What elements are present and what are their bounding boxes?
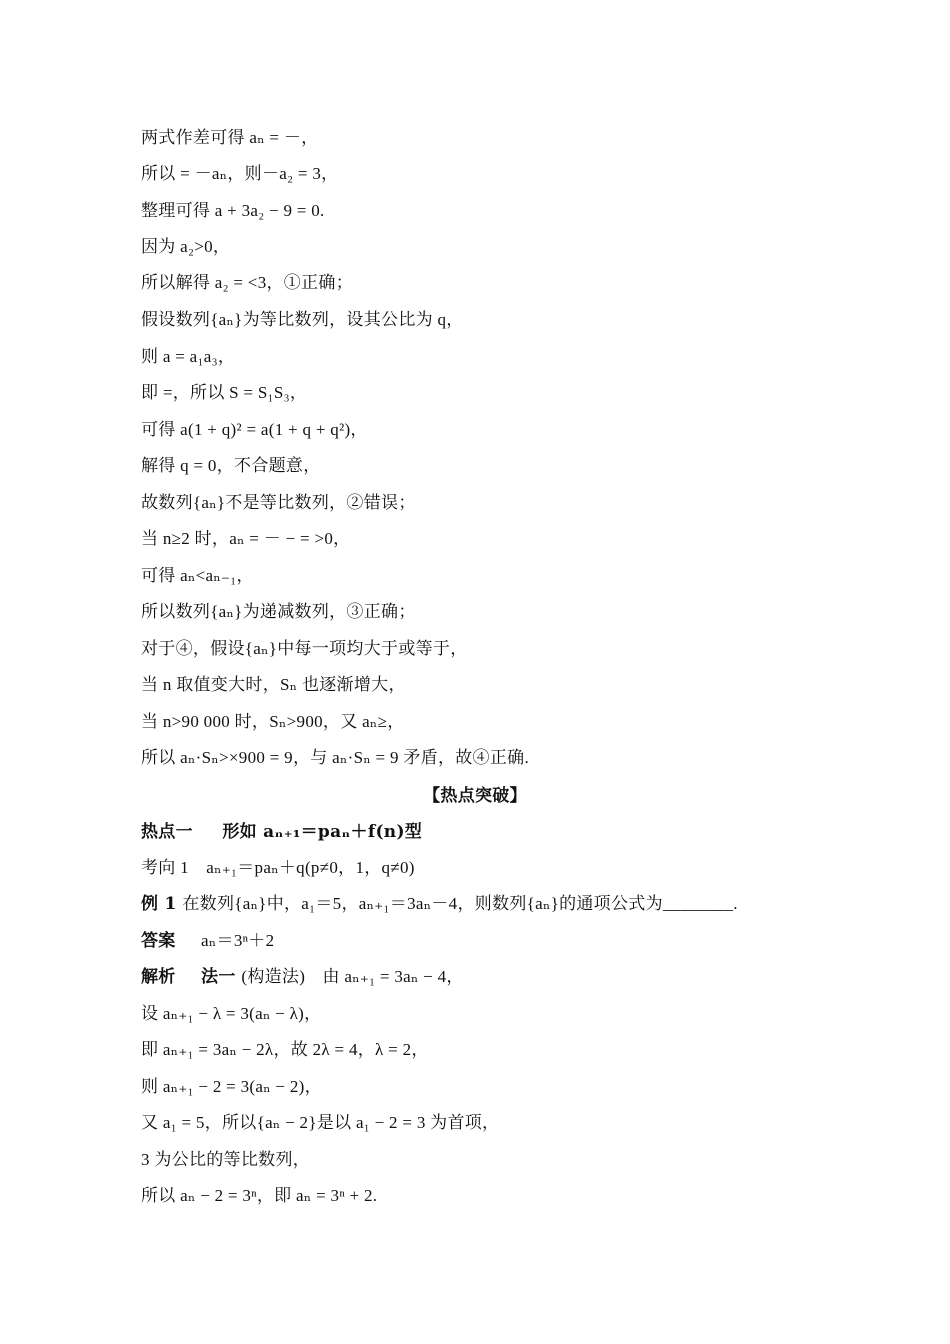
- text-line: 所以 = －aₙ，则－a₂ = 3，: [141, 164, 339, 183]
- answer-line: [141, 926, 841, 956]
- analysis-method: 法一: [201, 967, 236, 987]
- hotspot-label: 热点一: [141, 822, 193, 842]
- example-line: [141, 889, 841, 919]
- text-line: 当 n≥2 时，aₙ = － − = >0，: [141, 529, 351, 548]
- text-line: 所以 aₙ·Sₙ>×900 = 9，与 aₙ·Sₙ = 9 矛盾，故④正确.: [141, 748, 529, 767]
- example-text: 在数列{aₙ}中，a₁＝5，aₙ₊₁＝3aₙ－4，则数列{aₙ}的通项公式为________.: [182, 894, 738, 913]
- answer-label: 答案: [141, 931, 176, 951]
- solution-line: 即 aₙ₊₁ = 3aₙ − 2λ，故 2λ = 4，λ = 2，: [141, 1040, 429, 1059]
- text-line: 当 n 取值变大时，Sₙ 也逐渐增大，: [141, 675, 406, 694]
- answer-text: aₙ＝3ⁿ＋2: [201, 931, 275, 950]
- analysis-text: (构造法) 由 aₙ₊₁ = 3aₙ − 4，: [241, 967, 464, 986]
- text-line: 所以数列{aₙ}为递减数列，③正确；: [141, 602, 416, 621]
- text-line: 解得 q = 0，不合题意，: [141, 456, 321, 475]
- solution-line: 3 为公比的等比数列，: [141, 1150, 311, 1169]
- direction-line: 考向 1 aₙ₊₁＝paₙ＋q(p≠0，1，q≠0): [141, 858, 415, 877]
- example-label: 例 1: [141, 894, 177, 914]
- text-line: 可得 a(1 + q)² = a(1 + q + q²)，: [141, 420, 368, 439]
- text-line: 整理可得 a + 3a₂ − 9 = 0.: [141, 201, 325, 220]
- solution-line: 设 aₙ₊₁ − λ = 3(aₙ − λ)，: [141, 1004, 322, 1023]
- text-line: 即 =，所以 S = S₁S₃，: [141, 383, 308, 402]
- text-line: 故数列{aₙ}不是等比数列，②错误；: [141, 493, 416, 512]
- analysis-line: [141, 962, 841, 992]
- text-line: 当 n>90 000 时，Sₙ>900，又 aₙ≥，: [141, 712, 405, 731]
- text-line: 所以解得 a₂ = <3，①正确；: [141, 273, 353, 292]
- solution-line: 又 a₁ = 5，所以{aₙ − 2}是以 a₁ − 2 = 3 为首项，: [141, 1113, 500, 1132]
- section-title: 【热点突破】: [423, 786, 527, 806]
- analysis-label: 解析: [141, 967, 176, 987]
- text-line: 假设数列{aₙ}为等比数列，设其公比为 q，: [141, 310, 464, 329]
- hotspot-heading: [141, 817, 841, 847]
- text-line: 两式作差可得 aₙ = －，: [141, 128, 319, 147]
- hotspot-text: 形如 aₙ₊₁＝paₙ＋f(n)型: [222, 822, 423, 842]
- text-line: 因为 a₂>0，: [141, 237, 231, 256]
- text-line: 则 a = a₁a₃，: [141, 347, 236, 366]
- solution-line: 则 aₙ₊₁ − 2 = 3(aₙ − 2)，: [141, 1077, 322, 1096]
- text-line: 对于④，假设{aₙ}中每一项均大于或等于，: [141, 639, 468, 658]
- text-line: 可得 aₙ<aₙ₋₁，: [141, 566, 254, 585]
- solution-line: 所以 aₙ − 2 = 3ⁿ，即 aₙ = 3ⁿ + 2.: [141, 1186, 378, 1205]
